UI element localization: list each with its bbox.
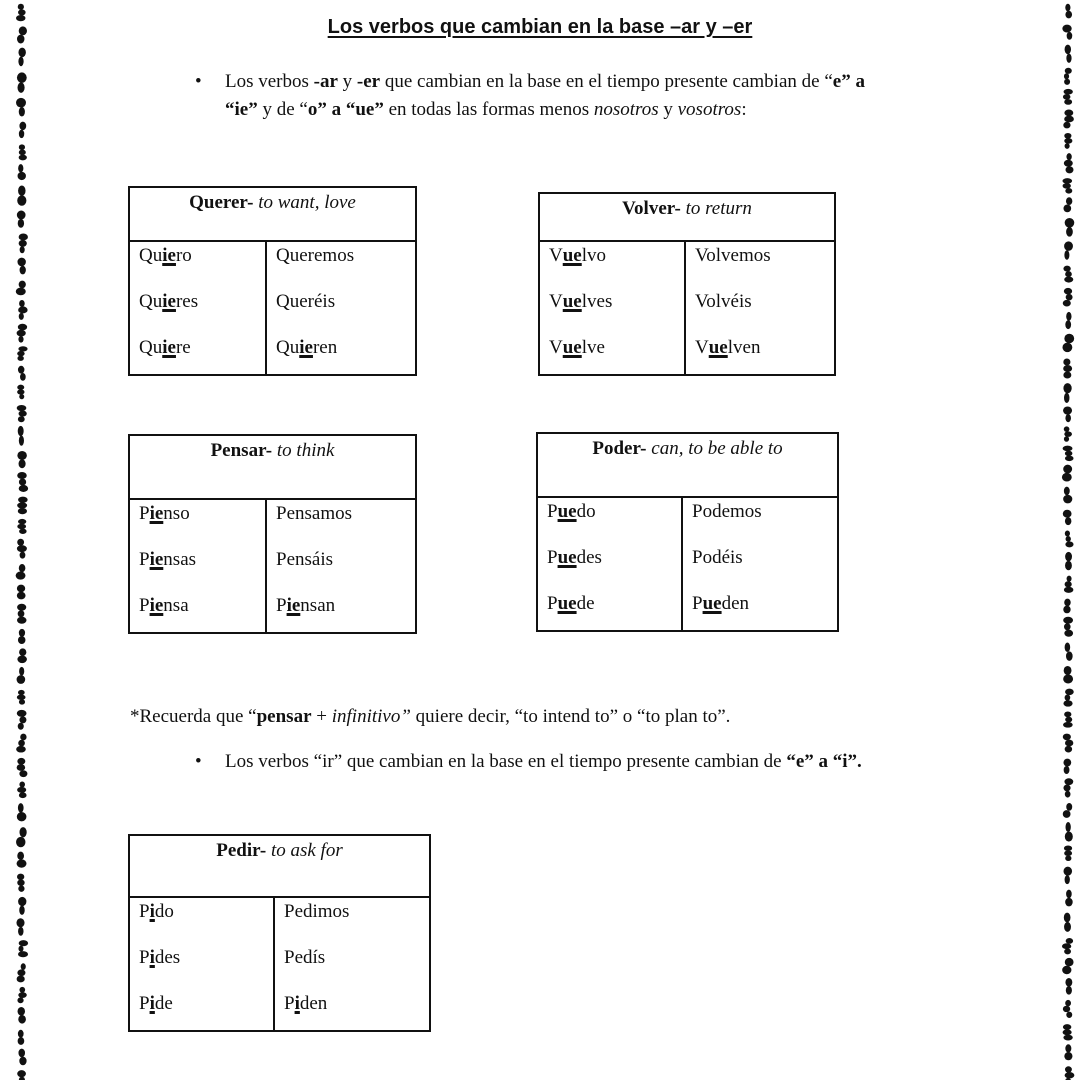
doodle-border-icon: [18, 897, 26, 915]
conjugation-cell: [139, 592, 265, 632]
doodle-border-icon: [17, 451, 27, 468]
stem-change: ie: [149, 503, 164, 524]
conjugation-cell: [547, 590, 681, 630]
stem-change: ue: [562, 245, 582, 266]
conjugation-text: P: [139, 993, 150, 1014]
ir-bold-e-i: “e” a “i”.: [786, 751, 862, 772]
stem-change: ue: [557, 501, 577, 522]
conjugation-cell: [139, 990, 273, 1030]
intro-text-part: :: [741, 99, 747, 120]
verb-table-poder: [536, 432, 839, 632]
intro-bullet: [195, 68, 955, 124]
verb-infinitive: Pensar-: [210, 440, 273, 461]
doodle-border-icon: [1063, 803, 1072, 818]
doodle-border-icon: [18, 1030, 25, 1045]
conjugation-text: lves: [581, 291, 613, 312]
doodle-border-icon: [18, 426, 24, 446]
conjugation-cell: [692, 544, 837, 590]
stem-change: ie: [286, 595, 301, 616]
doodle-border-icon: [16, 918, 24, 936]
conjugation-cell: [284, 990, 429, 1030]
conjugation-text: de: [576, 593, 595, 614]
intro-text-part: y: [337, 71, 357, 92]
doodle-border-icon: [17, 472, 28, 492]
doodle-border-icon: [1063, 288, 1073, 307]
intro-italic-nosotros: nosotros: [593, 99, 659, 120]
doodle-border-icon: [1063, 446, 1074, 461]
intro-text-part: en todas las formas menos: [383, 99, 594, 120]
conjugation-text: do: [154, 901, 174, 922]
conjugation-column-singular: [130, 500, 267, 632]
conjugation-text: nsan: [300, 595, 336, 616]
doodle-border-icon: [18, 164, 26, 180]
verb-meaning: to return: [680, 198, 752, 219]
bullet-icon: •: [195, 751, 202, 772]
doodle-border-icon: [1064, 153, 1074, 173]
doodle-border-icon: [1064, 913, 1071, 932]
doodle-border-icon: [17, 782, 26, 799]
verb-meaning: to want, love: [253, 192, 356, 213]
intro-text: [225, 68, 955, 124]
conjugation-text: Qu: [139, 291, 163, 312]
doodle-border-icon: [1065, 531, 1074, 548]
verb-infinitive: Pedir-: [216, 840, 267, 861]
pensar-note: [130, 703, 730, 731]
doodle-border-icon: [17, 211, 26, 228]
conjugation-text: V: [549, 245, 563, 266]
conjugation-cell: [547, 544, 681, 590]
conjugation-cell: [139, 242, 265, 288]
conjugation-text: P: [139, 549, 150, 570]
doodle-border-icon: [17, 690, 26, 705]
doodle-border-icon: [18, 300, 27, 320]
stem-change: ie: [162, 291, 176, 312]
verb-table-header: [130, 836, 429, 898]
conjugation-cell: [547, 498, 681, 544]
doodle-border-icon: [17, 539, 27, 559]
conjugation-text: Pedís: [284, 947, 326, 968]
note-text-part: *Recuerda que “: [130, 706, 257, 727]
doodle-border-icon: [1063, 89, 1073, 105]
conjugation-column-singular: [130, 898, 275, 1030]
doodle-border-icon: [17, 604, 26, 624]
conjugation-column-plural: [267, 242, 415, 374]
verb-meaning: to ask for: [266, 840, 343, 861]
conjugation-cell: [549, 288, 684, 334]
stem-change: ie: [299, 337, 313, 358]
conjugation-cell: [692, 590, 837, 630]
conjugation-text: P: [139, 901, 150, 922]
doodle-border-icon: [17, 497, 27, 515]
conjugation-cell: [139, 898, 273, 944]
conjugation-text: P: [547, 501, 558, 522]
doodle-border-icon: [1063, 666, 1073, 684]
doodle-border-icon: [18, 629, 26, 644]
doodle-border-icon: [1064, 241, 1073, 259]
conjugation-text: des: [576, 547, 602, 568]
doodle-border-icon: [1065, 1066, 1075, 1080]
doodle-border-icon: [1063, 197, 1072, 212]
conjugation-text: P: [139, 503, 150, 524]
conjugation-cell: [276, 242, 415, 288]
conjugation-cell: [276, 546, 415, 592]
doodle-border-icon: [17, 405, 27, 422]
stem-change: i: [149, 993, 155, 1014]
doodle-border-icon: [1064, 1044, 1072, 1060]
doodle-border-icon: [17, 585, 26, 600]
conjugation-text: Queréis: [276, 291, 336, 312]
verb-table-pedir: [128, 834, 431, 1032]
doodle-border-icon: [1065, 978, 1072, 995]
doodle-border-icon: [1063, 617, 1073, 637]
conjugation-text: ro: [175, 245, 192, 266]
conjugation-text: V: [549, 291, 563, 312]
conjugation-text: den: [721, 593, 750, 614]
verb-infinitive: Poder-: [592, 438, 647, 459]
doodle-border-icon: [16, 734, 26, 753]
doodle-border-icon: [17, 758, 28, 777]
conjugation-cell: [695, 242, 834, 288]
conjugation-cell: [284, 898, 429, 944]
doodle-border-icon: [1062, 334, 1074, 352]
conjugation-column-plural: [267, 500, 415, 632]
doodle-border-icon: [1062, 958, 1073, 974]
conjugation-cell: [139, 944, 273, 990]
doodle-border-icon: [17, 1070, 26, 1080]
verb-table-volver: [538, 192, 836, 376]
conjugation-text: re: [175, 337, 191, 358]
doodle-border-icon: [18, 1049, 26, 1066]
conjugation-text: lvo: [581, 245, 607, 266]
ir-bullet: [195, 748, 955, 776]
doodle-border-icon: [1064, 845, 1072, 861]
conjugation-cell: [139, 500, 265, 546]
note-text-part: +: [311, 706, 332, 727]
conjugation-cell: [139, 546, 265, 592]
conjugation-text: nsas: [163, 549, 197, 570]
doodle-border-icon: [1063, 778, 1073, 797]
conjugation-cell: [139, 334, 265, 374]
conjugation-column-plural: [683, 498, 837, 630]
conjugation-text: V: [549, 337, 563, 358]
doodle-border-icon: [1064, 867, 1073, 885]
conjugation-text: nsa: [163, 595, 189, 616]
conjugation-text: Qu: [276, 337, 300, 358]
doodle-border-icon: [1062, 938, 1073, 954]
doodle-border-icon: [16, 827, 27, 847]
doodle-border-icon: [1063, 599, 1070, 614]
doodle-border-icon: [1063, 734, 1074, 753]
stem-change: ie: [162, 245, 176, 266]
conjugation-text: do: [576, 501, 596, 522]
note-bold-pensar: pensar: [256, 706, 312, 727]
doodle-border-icon: [17, 648, 27, 663]
conjugation-column-singular: [130, 242, 267, 374]
doodle-border-icon: [1065, 45, 1072, 63]
doodle-border-icon: [19, 233, 28, 253]
doodle-border-icon: [1065, 218, 1075, 237]
doodle-border-icon: [1064, 576, 1073, 593]
verb-table-querer: [128, 186, 417, 376]
conjugation-column-plural: [275, 898, 429, 1030]
ir-text: [225, 748, 955, 776]
conjugation-column-singular: [540, 242, 686, 374]
stem-change: ie: [149, 595, 164, 616]
conjugation-text: lve: [581, 337, 605, 358]
doodle-border-icon: [18, 1007, 26, 1024]
doodle-border-icon: [1063, 1000, 1072, 1018]
doodle-border-icon: [1063, 1024, 1073, 1040]
doodle-border-icon: [1062, 178, 1072, 193]
doodle-border-icon: [17, 72, 27, 92]
intro-bold-e-a: e” a: [832, 71, 865, 92]
conjugation-text: P: [139, 947, 150, 968]
conjugation-cell: [276, 500, 415, 546]
intro-text-part: y de “: [257, 99, 308, 120]
verb-table-pensar: [128, 434, 417, 634]
conjugation-text: Volvemos: [695, 245, 771, 266]
conjugation-cell: [549, 242, 684, 288]
doodle-border-icon: [16, 564, 26, 580]
stem-change: ue: [562, 291, 582, 312]
verb-table-header: [130, 188, 415, 242]
verb-infinitive: Querer-: [189, 192, 254, 213]
conjugation-text: Pensamos: [276, 503, 352, 524]
doodle-border-icon: [1065, 822, 1073, 842]
doodle-border-icon: [1062, 465, 1072, 482]
doodle-border-icon: [17, 385, 24, 400]
conjugation-cell: [276, 334, 415, 374]
doodle-border-icon: [1065, 312, 1071, 329]
doodle-border-icon: [17, 710, 27, 730]
stem-change: ue: [562, 337, 582, 358]
conjugation-text: ren: [312, 337, 338, 358]
stem-change: ue: [702, 593, 722, 614]
decorative-border-right: [1060, 0, 1076, 1080]
intro-bold-ar: -ar: [313, 71, 338, 92]
stem-change: ie: [149, 549, 164, 570]
doodle-border-icon: [18, 366, 26, 381]
conjugation-text: den: [299, 993, 328, 1014]
conjugation-text: des: [154, 947, 181, 968]
conjugation-text: P: [139, 595, 150, 616]
doodle-border-icon: [17, 258, 25, 275]
doodle-border-icon: [1065, 552, 1072, 570]
doodle-border-icon: [1063, 266, 1073, 283]
conjugation-cell: [276, 288, 415, 334]
doodle-border-icon: [1064, 426, 1072, 441]
doodle-border-icon: [17, 987, 26, 1003]
conjugation-text: Qu: [139, 245, 163, 266]
doodle-border-icon: [17, 346, 27, 361]
doodle-border-icon: [1063, 109, 1074, 128]
conjugation-text: Podemos: [692, 501, 762, 522]
verb-infinitive: Volver-: [622, 198, 681, 219]
doodle-border-icon: [17, 324, 28, 343]
conjugation-cell: [695, 288, 834, 334]
intro-italic-vosotros: vosotros: [677, 99, 742, 120]
intro-bold-o-ue: o” a “ue”: [307, 99, 384, 120]
conjugation-cell: [695, 334, 834, 374]
doodle-border-icon: [1063, 383, 1071, 403]
intro-text-part: y: [658, 99, 678, 120]
ir-text-part: Los verbos “ir” que cambian en la base en el tiempo presente cambian de: [225, 751, 787, 772]
doodle-border-icon: [18, 940, 28, 957]
conjugation-column-singular: [538, 498, 683, 630]
conjugation-cell: [692, 498, 837, 544]
doodle-border-icon: [17, 519, 26, 534]
conjugation-text: Pensáis: [276, 549, 333, 570]
conjugation-text: P: [547, 547, 558, 568]
doodle-border-icon: [17, 185, 26, 205]
verb-table-header: [540, 194, 834, 242]
conjugation-text: Volvéis: [695, 291, 752, 312]
conjugation-cell: [284, 944, 429, 990]
conjugation-text: P: [692, 593, 703, 614]
note-italic-infinitivo: infinitivo”: [331, 706, 411, 727]
intro-text-part: Los verbos: [225, 71, 314, 92]
stem-change: i: [149, 901, 155, 922]
doodle-border-icon: [16, 281, 26, 296]
verb-table-header: [538, 434, 837, 498]
conjugation-text: P: [284, 993, 295, 1014]
doodle-border-icon: [17, 852, 27, 868]
conjugation-text: P: [547, 593, 558, 614]
conjugation-text: V: [695, 337, 709, 358]
doodle-border-icon: [19, 144, 27, 160]
doodle-border-icon: [1065, 890, 1073, 907]
doodle-border-icon: [1063, 759, 1071, 774]
decorative-border-left: [14, 0, 30, 1080]
conjugation-text: Qu: [139, 337, 163, 358]
intro-text-part: que cambian en la base en el tiempo presente cambian de “: [380, 71, 833, 92]
doodle-border-icon: [1063, 711, 1073, 727]
doodle-border-icon: [17, 963, 26, 982]
doodle-border-icon: [1064, 133, 1072, 149]
conjugation-text: res: [175, 291, 199, 312]
conjugation-cell: [139, 288, 265, 334]
doodle-border-icon: [17, 803, 27, 821]
stem-change: ue: [557, 547, 577, 568]
conjugation-cell: [276, 592, 415, 632]
conjugation-text: Queremos: [276, 245, 355, 266]
verb-meaning: to think: [272, 440, 335, 461]
doodle-border-icon: [18, 48, 25, 67]
doodle-border-icon: [19, 122, 26, 139]
doodle-border-icon: [1065, 642, 1073, 660]
doodle-border-icon: [1063, 487, 1072, 504]
bullet-icon: •: [195, 71, 202, 92]
conjugation-text: de: [154, 993, 173, 1014]
stem-change: i: [149, 947, 155, 968]
verb-table-header: [130, 436, 415, 500]
conjugation-cell: [549, 334, 684, 374]
stem-change: ie: [162, 337, 176, 358]
conjugation-text: P: [276, 595, 287, 616]
stem-change: i: [294, 993, 300, 1014]
conjugation-column-plural: [686, 242, 834, 374]
stem-change: ue: [557, 593, 577, 614]
verb-meaning: can, to be able to: [646, 438, 783, 459]
doodle-border-icon: [1063, 406, 1072, 422]
doodle-border-icon: [17, 874, 25, 892]
intro-bold-ie: “ie”: [225, 99, 258, 120]
conjugation-text: Pedimos: [284, 901, 350, 922]
note-text-part: quiere decir, “to intend to” o “to plan to”.: [410, 706, 731, 727]
conjugation-text: Podéis: [692, 547, 743, 568]
doodle-border-icon: [1063, 359, 1072, 379]
page-title: Los verbos que cambian en la base –ar y –er: [327, 16, 753, 38]
conjugation-text: nso: [163, 503, 190, 524]
doodle-border-icon: [17, 667, 26, 684]
intro-bold-er: -er: [356, 71, 381, 92]
doodle-border-icon: [1064, 68, 1072, 85]
conjugation-text: lven: [727, 337, 761, 358]
doodle-border-icon: [1063, 689, 1073, 707]
doodle-border-icon: [16, 98, 26, 117]
doodle-border-icon: [1063, 510, 1072, 525]
stem-change: ue: [708, 337, 728, 358]
